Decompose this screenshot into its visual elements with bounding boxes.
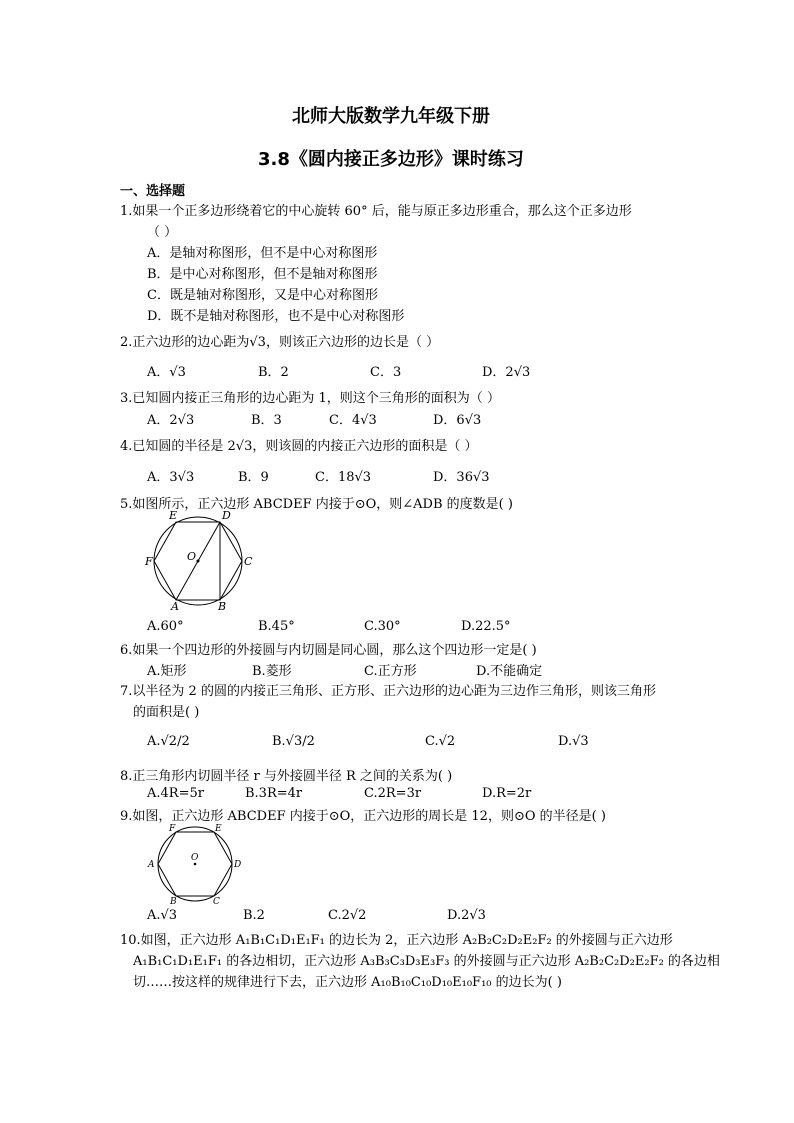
q4-option-a: A．3√3 [147,470,195,485]
q3-option-b: B．3 [251,413,282,428]
page-title: 北师大版数学九年级下册 [292,106,490,127]
q1-option-a: A．是轴对称图形，但不是中心对称图形 [147,246,378,261]
q4-option-d: D．36√3 [433,470,490,485]
q1-option-c: C．既是轴对称图形，又是中心对称图形 [147,288,378,303]
question-3: 3.已知圆内接正三角形的边心距为 1，则这个三角形的面积为（ ） [120,391,500,406]
q8-option-a: A.4R=5r [147,786,204,801]
q9-option-c: C.2√2 [328,908,367,923]
question-2: 2.正六边形的边心距为√3，则该正六边形的边长是（ ） [120,335,440,350]
q7-option-c: C.√2 [425,734,456,749]
q1-option-b: B．是中心对称图形，但不是轴对称图形 [147,267,378,282]
q7-option-a: A.√2/2 [147,734,190,749]
q9-label-e: E [215,824,222,834]
question-9: 9.如图，正六边形 ABCDEF 内接于⊙O，正六边形的周长是 12，则⊙O 的半径是( ) [120,809,606,824]
q6-option-d: D.不能确定 [476,664,543,679]
q5-label-d: D [222,509,231,522]
q6-option-a: A.矩形 [147,664,187,679]
question-8: 8.正三角形内切圆半径 r 与外接圆半径 R 之间的关系为( ) [120,769,453,784]
q5-label-b: B [218,600,227,613]
q9-option-d: D.2√3 [447,908,486,923]
q5-label-o: O [187,550,197,563]
q9-option-b: B.2 [243,908,265,923]
q8-option-d: D.R=2r [482,786,532,801]
q9-label-c: C [213,897,220,907]
q7-option-d: D.√3 [558,734,589,749]
q5-label-f: F [145,555,153,568]
q7-option-b: B.√3/2 [272,734,315,749]
q8-option-b: B.3R=4r [245,786,303,801]
q3-option-c: C．4√3 [329,413,377,428]
q3-option-a: A．2√3 [147,413,195,428]
q9-label-d: D [234,860,242,870]
question-10-line3: 切……按这样的规律进行下去，正六边形 A₁₀B₁₀C₁₀D₁₀E₁₀F₁₀ 的边长为( ) [133,975,562,990]
q5-hexagon-figure [145,509,255,613]
q9-label-a: A [148,860,155,870]
q3-option-d: D．6√3 [433,413,482,428]
q5-label-e: E [169,509,178,522]
question-10-line2: A₁B₁C₁D₁E₁F₁ 的各边相切，正六边形 A₃B₃C₃D₃E₃F₃ 的外接圆与正六边形 A₂B₂C₂D₂E₂F₂ 的各边相 [133,954,720,969]
q2-option-d: D．2√3 [482,365,531,380]
q4-option-b: B．9 [238,470,269,485]
q5-option-a: A.60° [147,619,184,634]
q2-option-a: A．√3 [147,365,186,380]
q6-option-b: B.菱形 [252,664,292,679]
question-10: 10.如图，正六边形 A₁B₁C₁D₁E₁F₁ 的边长为 2，正六边形 A₂B₂C₂D₂E₂F₂ 的外接圆与正六边形 [120,933,673,948]
question-7-cont: 的面积是( ) [133,705,200,720]
q6-option-c: C.正方形 [364,664,417,679]
q9-label-f: F [169,824,176,834]
question-6: 6.如果一个四边形的外接圆与内切圆是同心圆，那么这个四边形一定是( ) [120,643,537,658]
q1-option-d: D．既不是轴对称图形，也不是中心对称图形 [147,309,405,324]
q9-label-b: B [170,897,177,907]
q8-option-c: C.2R=3r [364,786,422,801]
q9-hexagon-figure [145,823,245,905]
q5-label-a: A [171,600,179,613]
section-heading: 一、选择题 [120,184,186,199]
q5-option-c: C.30° [364,619,401,634]
question-5: 5.如图所示，正六边形 ABCDEF 内接于⊙O，则∠ADB 的度数是( ) [120,497,513,512]
question-7: 7.以半径为 2 的圆的内接正三角形、正方形、正六边形的边心距为三边作三角形，则该三角形 [120,684,656,699]
q4-option-c: C．18√3 [315,470,372,485]
q2-option-b: B．2 [258,365,289,380]
q9-label-o: O [191,853,199,863]
q5-option-d: D.22.5° [461,619,511,634]
page-subtitle: 3.8《圆内接正多边形》课时练习 [258,149,524,170]
question-1: 1.如果一个正多边形绕着它的中心旋转 60° 后，能与原正多边形重合，那么这个正多边形 [120,204,632,219]
q9-option-a: A.√3 [147,908,178,923]
q5-label-c: C [244,555,253,568]
q5-option-b: B.45° [258,619,295,634]
question-1-blank: （ ） [147,225,178,240]
q2-option-c: C．3 [370,365,402,380]
question-4: 4.已知圆的半径是 2√3，则该圆的内接正六边形的面积是（ ） [120,439,478,454]
